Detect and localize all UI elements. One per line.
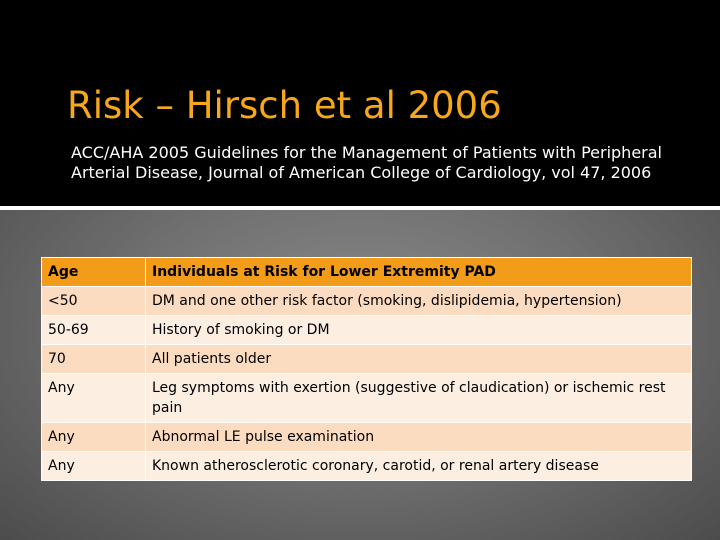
- risk-cell: Leg symptoms with exertion (suggestive of claudication) or ischemic rest pain: [146, 374, 692, 423]
- risk-cell: History of smoking or DM: [146, 316, 692, 345]
- slide-subtitle: ACC/AHA 2005 Guidelines for the Management of Patients with Peripheral Arterial Disease, Journal of American College of Cardiology, vol 47, 2006: [71, 143, 662, 182]
- header-individuals-at-risk: Individuals at Risk for Lower Extremity PAD: [146, 258, 692, 287]
- slide-header: [0, 0, 720, 205]
- risk-cell: All patients older: [146, 345, 692, 374]
- table-header-row: [42, 258, 692, 287]
- table-row: [42, 452, 692, 481]
- slide-title: Risk – Hirsch et al 2006: [67, 84, 502, 127]
- age-cell: 50-69: [42, 316, 146, 345]
- table-row: [42, 316, 692, 345]
- age-cell: Any: [42, 374, 146, 423]
- table-row: [42, 287, 692, 316]
- age-cell: Any: [42, 452, 146, 481]
- risk-cell: Known atherosclerotic coronary, carotid, or renal artery disease: [146, 452, 692, 481]
- header-age: Age: [42, 258, 146, 287]
- age-cell: <50: [42, 287, 146, 316]
- risk-table: [41, 257, 692, 481]
- table-row: [42, 423, 692, 452]
- risk-cell: DM and one other risk factor (smoking, dislipidemia, hypertension): [146, 287, 692, 316]
- risk-cell: Abnormal LE pulse examination: [146, 423, 692, 452]
- table-row: [42, 345, 692, 374]
- table-row: [42, 374, 692, 423]
- age-cell: Any: [42, 423, 146, 452]
- age-cell: 70: [42, 345, 146, 374]
